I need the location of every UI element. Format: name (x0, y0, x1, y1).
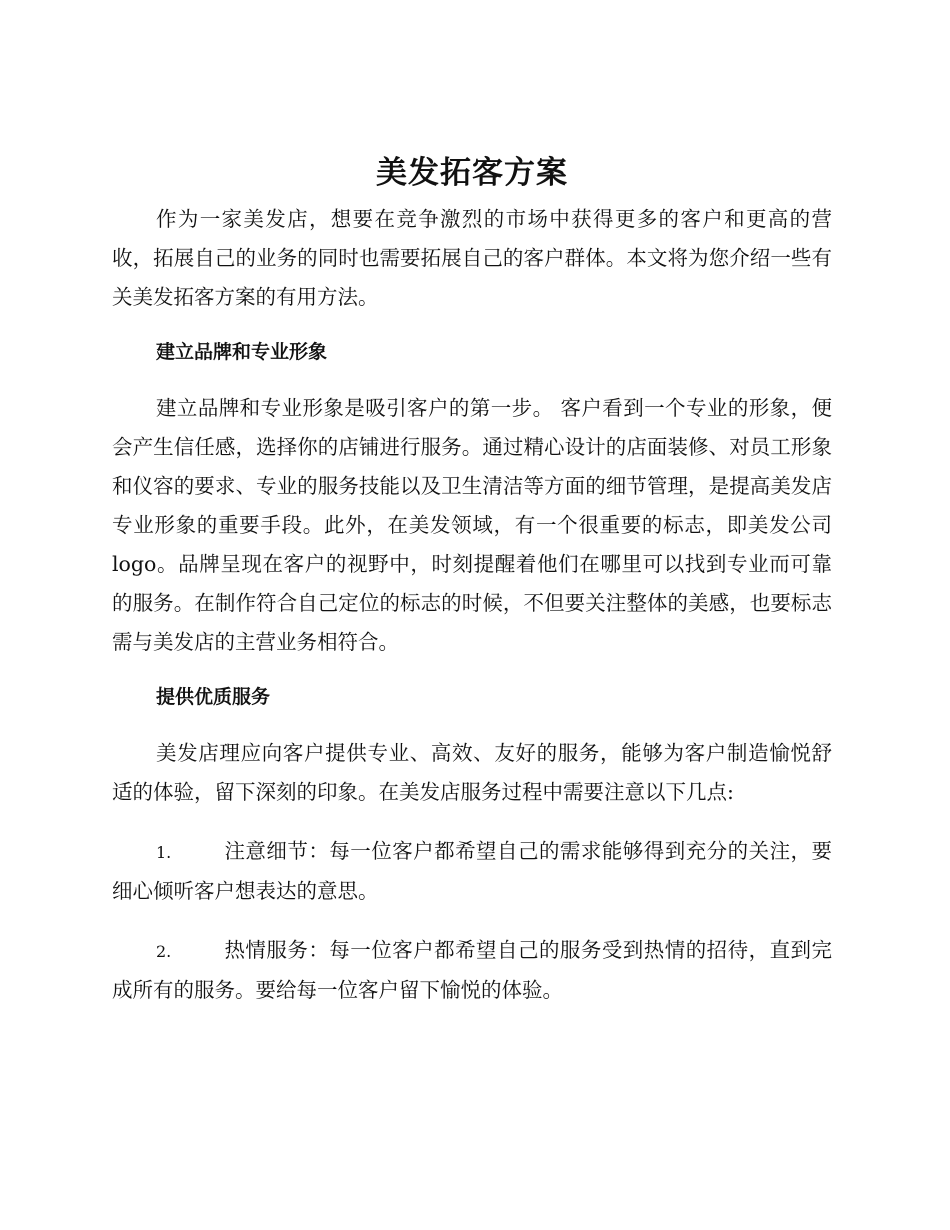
section-heading-service: 提供优质服务 (156, 686, 271, 708)
intro-paragraph: 作为一家美发店，想要在竞争激烈的市场中获得更多的客户和更高的营收，拓展自己的业务的同时也需要拓展自己的客户群体。本文将为您介绍一些有关美发拓客方案的有用方法。 (112, 207, 832, 309)
document-body (112, 150, 832, 1010)
document-title: 美发拓客方案 (376, 155, 568, 191)
section-paragraph-brand: 建立品牌和专业形象是吸引客户的第一步。 客户看到一个专业的形象，便会产生信任感，选择你的店铺进行服务。通过精心设计的店面装修、对员工形象和仪容的要求、专业的服务技能以及卫生清洁等方面的细节管理，是提高美发店专业形象的重要手段。此外，在美发领域，有一个很重要的标志，即美发公司logo。品牌呈现在客户的视野中，时刻提醒着他们在哪里可以找到专业而可靠的服务。在制作符合自己定位的标志的时候，不但要关注整体的美感，也要标志需与美发店的主营业务相符合。 (112, 396, 832, 654)
list-item (112, 832, 832, 911)
list-item (112, 931, 832, 1010)
list-item-text: 热情服务：每一位客户都希望自己的服务受到热情的招待，直到完成所有的服务。要给每一位客户留下愉悦的体验。 (112, 938, 832, 1002)
list-item-number: 2. (156, 942, 172, 961)
section-paragraph-service: 美发店理应向客户提供专业、高效、友好的服务，能够为客户制造愉悦舒适的体验，留下深刻的印象。在美发店服务过程中需要注意以下几点: (112, 741, 832, 804)
list-item-text: 注意细节：每一位客户都希望自己的需求能够得到充分的关注，要细心倾听客户想表达的意思。 (112, 839, 832, 903)
list-item-number: 1. (156, 843, 172, 862)
section-heading-brand: 建立品牌和专业形象 (156, 341, 328, 363)
